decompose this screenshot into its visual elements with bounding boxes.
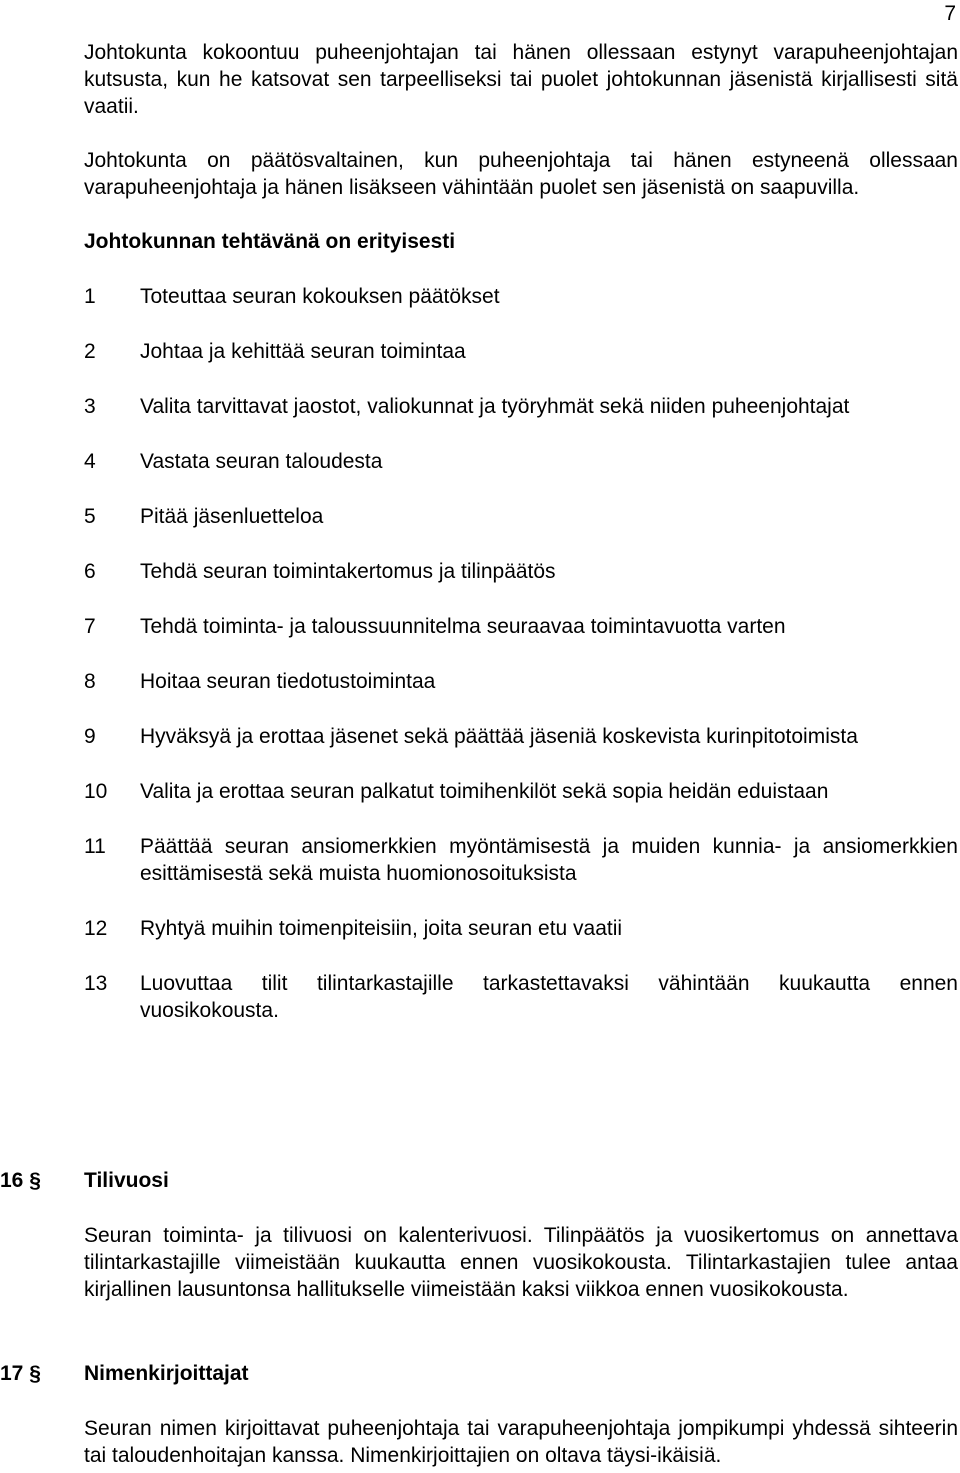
task-number: 3 (84, 395, 96, 418)
section-title: Tilivuosi (84, 1169, 169, 1192)
task-number: 12 (84, 917, 108, 940)
list-item (84, 915, 958, 942)
section-body: Seuran nimen kirjoittavat puheenjohtaja tai varapuheenjohtaja jompikumpi yhdessä sihteerin tai taloudenhoitajan kanssa. Nimenkirjoittajien on oltava täysi-ikäisiä. (84, 1417, 958, 1467)
task-number: 7 (84, 615, 96, 638)
task-text: Tehdä toiminta- ja taloussuunnitelma seuraavaa toimintavuotta varten (140, 615, 786, 638)
section-heading (0, 1360, 958, 1387)
list-item (84, 283, 958, 310)
task-text: Pitää jäsenluetteloa (140, 505, 324, 528)
tasks-heading: Johtokunnan tehtävänä on erityisesti (84, 230, 456, 253)
task-text: Luovuttaa tilit tilintarkastajille tarkastettavaksi vähintään kuukautta ennen vuosikokousta. (140, 972, 958, 1022)
task-number: 10 (84, 780, 108, 803)
task-text: Tehdä seuran toimintakertomus ja tilinpäätös (140, 560, 556, 583)
section-16 (0, 1167, 958, 1303)
list-item (84, 503, 958, 530)
task-text: Hoitaa seuran tiedotustoimintaa (140, 670, 436, 693)
task-number: 6 (84, 560, 96, 583)
page-number: 7 (944, 2, 956, 25)
list-item (84, 448, 958, 475)
task-text: Johtaa ja kehittää seuran toimintaa (140, 340, 466, 363)
section-heading (0, 1167, 958, 1194)
section-body: Seuran toiminta- ja tilivuosi on kalenterivuosi. Tilinpäätös ja vuosikertomus on annettava tilintarkastajille viimeistään kuukautta ennen vuosikokousta. Tilintarkastajien tulee antaa kirjallinen lausuntonsa hallitukselle viimeistään kaksi viikkoa ennen vuosikokousta. (84, 1224, 958, 1301)
section-number: 16 § (0, 1169, 41, 1192)
section-17 (0, 1360, 958, 1469)
task-text: Päättää seuran ansiomerkkien myöntämisestä ja muiden kunnia- ja ansiomerkkien esittämisestä sekä muista huomionosoituksista (140, 835, 958, 885)
task-text: Hyväksyä ja erottaa jäsenet sekä päättää jäseniä koskevista kurinpitotoimista (140, 725, 858, 748)
task-text: Vastata seuran taloudesta (140, 450, 383, 473)
task-number: 5 (84, 505, 96, 528)
task-number: 4 (84, 450, 96, 473)
list-item (84, 833, 958, 887)
task-number: 9 (84, 725, 96, 748)
list-item (84, 668, 958, 695)
task-number: 2 (84, 340, 96, 363)
task-text: Toteuttaa seuran kokouksen päätökset (140, 285, 500, 308)
task-number: 11 (84, 835, 106, 858)
section-number: 17 § (0, 1362, 41, 1385)
task-text: Valita tarvittavat jaostot, valiokunnat ja työryhmät sekä niiden puheenjohtajat (140, 395, 850, 418)
tasks-list (84, 283, 958, 1024)
list-item (84, 613, 958, 640)
task-number: 13 (84, 972, 108, 995)
task-text: Ryhtyä muihin toimenpiteisiin, joita seuran etu vaatii (140, 917, 623, 940)
list-item (84, 723, 958, 750)
list-item (84, 393, 958, 420)
task-number: 1 (84, 285, 96, 308)
task-number: 8 (84, 670, 96, 693)
list-item (84, 558, 958, 585)
intro-paragraph-1: Johtokunta kokoontuu puheenjohtajan tai hänen ollessaan estynyt varapuheenjohtajan kutsusta, kun he katsovat sen tarpeelliseksi tai puolet johtokunnan jäsenistä kirjallisesti sitä vaatii. (84, 41, 958, 118)
page-content (84, 39, 958, 1052)
section-title: Nimenkirjoittajat (84, 1362, 249, 1385)
intro-paragraph-2: Johtokunta on päätösvaltainen, kun puheenjohtaja tai hänen estyneenä ollessaan varapuheenjohtaja ja hänen lisäkseen vähintään puolet sen jäsenistä on saapuvilla. (84, 149, 958, 199)
list-item (84, 970, 958, 1024)
task-text: Valita ja erottaa seuran palkatut toimihenkilöt sekä sopia heidän eduistaan (140, 780, 829, 803)
list-item (84, 778, 958, 805)
list-item (84, 338, 958, 365)
